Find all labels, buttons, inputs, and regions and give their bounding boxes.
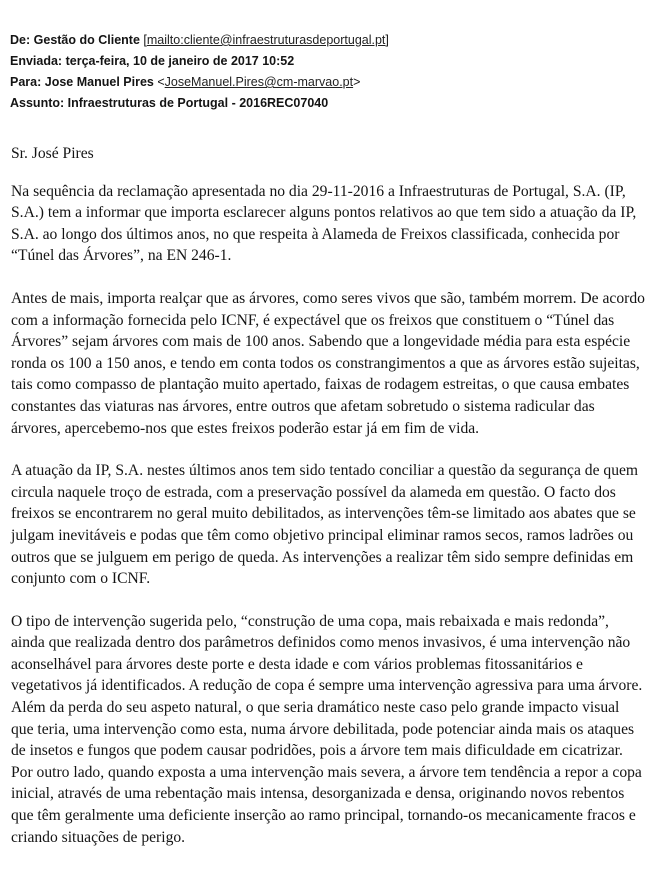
- body-paragraph-3: A atuação da IP, S.A. nestes últimos anos tem sido tentado conciliar a questão da segurança de quem circula naquele troço de estrada, com a preservação possível da alameda em questão. O facto dos freixos se encontrarem no geral muito debilitados, as intervenções têm-se limitado aos abates que se julgam inevitáveis e podas que têm como objetivo principal eliminar ramos secos, ramos ladrões ou outros que se julguem em perigo de queda. As intervenções a realizar têm sido sempre definidas em conjunto com o ICNF.: [11, 462, 639, 588]
- subject-value: Infraestruturas de Portugal - 2016REC07040: [67, 96, 329, 110]
- from-label: De:: [10, 33, 31, 47]
- from-line: [10, 30, 650, 51]
- from-close-bracket: ]: [385, 33, 389, 47]
- to-line: [10, 72, 650, 93]
- from-name: Gestão do Cliente: [33, 33, 140, 47]
- email-header: [10, 30, 650, 114]
- from-open-bracket: [: [143, 33, 147, 47]
- sent-line: [10, 51, 650, 72]
- to-name: Jose Manuel Pires: [44, 75, 154, 89]
- to-open-bracket: <: [157, 75, 165, 89]
- sent-label: Enviada:: [10, 54, 63, 68]
- email-body: [11, 143, 645, 869]
- subject-line: [10, 93, 650, 114]
- to-label: Para:: [10, 75, 42, 89]
- to-close-bracket: >: [353, 75, 361, 89]
- sent-value: terça-feira, 10 de janeiro de 2017 10:52: [65, 54, 295, 68]
- from-mailto-link[interactable]: mailto:cliente@infraestruturasdeportugal.pt: [146, 33, 386, 47]
- body-paragraph-1: Na sequência da reclamação apresentada no dia 29-11-2016 a Infraestruturas de Portugal, S.A. (IP, S.A.) tem a informar que importa esclarecer alguns pontos relativos ao que tem sido a atuação da IP, S.A. ao longo dos últimos anos, no que respeita à Alameda de Freixos classificada, conhecida por “Túnel das Árvores”, na EN 246-1.: [11, 182, 637, 265]
- greeting: Sr. José Pires: [11, 145, 94, 162]
- subject-label: Assunto:: [10, 96, 65, 110]
- body-paragraph-4: O tipo de intervenção sugerida pelo, “construção de uma copa, mais rebaixada e mais redonda”, ainda que realizada dentro dos parâmetros definidos como menos invasivos, é uma intervenção não aconselhável para árvores deste porte e desta idade e com vários problemas fitossanitários e vegetativos já identificados. A redução de copa é sempre uma intervenção agressiva para uma árvore. Além da perda do seu aspeto natural, o que seria dramático neste caso pelo grande impacto visual que teria, uma intervenção como esta, numa árvore debilitada, pode potenciar ainda mais os ataques de insetos e fungos que podem causar podridões, pois a árvore tem mais dificuldade em cicatrizar. Por outro lado, quando exposta a uma intervenção mais severa, a árvore tem tendência a repor a copa inicial, através de uma rebentação mais intensa, desorganizada e densa, originando novos rebentos que têm geralmente uma deficiente inserção ao ramo principal, tornando-os mecanicamente fracos e criando situações de perigo.: [11, 612, 643, 846]
- to-email-link[interactable]: JoseManuel.Pires@cm-marvao.pt: [164, 75, 354, 89]
- body-paragraph-2: Antes de mais, importa realçar que as árvores, como seres vivos que são, também morrem. De acordo com a informação fornecida pelo ICNF, é expectável que os freixos que constituem o “Túnel das Árvores” sejam árvores com mais de 100 anos. Sabendo que a longevidade média para esta espécie ronda os 100 a 150 anos, e tendo em conta todos os constrangimentos a que as árvores estão sujeitas, tais como compasso de plantação muito apertado, faixas de rodagem estreitas, o que causa embates constantes das viaturas nas árvores, entre outros que afetam sobretudo o sistema radicular das árvores, apercebemo-nos que estes freixos poderão estar já em fim de vida.: [11, 289, 645, 437]
